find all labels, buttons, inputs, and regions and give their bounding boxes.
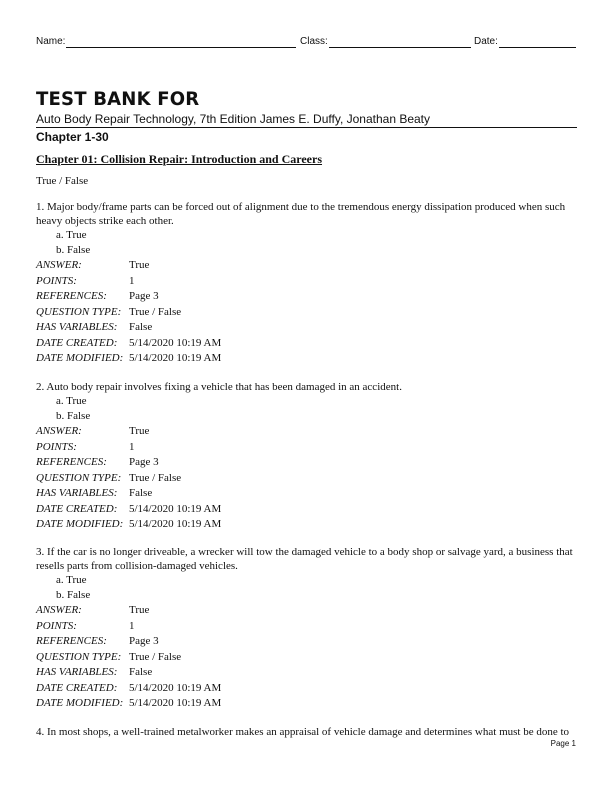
section-title: Chapter 01: Collision Repair: Introduction and Careers	[36, 152, 323, 166]
meta-row	[36, 696, 576, 712]
class-label: Class:	[300, 36, 328, 47]
option-a: a. True	[56, 395, 87, 407]
meta-key: DATE CREATED:	[36, 502, 118, 515]
question-text: 4. In most shops, a well-trained metalworker makes an appraisal of vehicle damage and determines what must be done to	[36, 726, 570, 738]
meta-row	[36, 486, 576, 502]
meta-key: ANSWER:	[36, 259, 82, 271]
option-a: a. True	[56, 574, 87, 586]
option-b: b. False	[56, 410, 91, 422]
meta-key: QUESTION TYPE:	[36, 650, 122, 663]
meta-key: ANSWER:	[36, 604, 82, 616]
meta-key: HAS VARIABLES:	[36, 487, 118, 499]
meta-row	[36, 455, 576, 471]
document-title: TEST BANK FOR	[36, 88, 200, 110]
meta-row	[36, 258, 576, 274]
class-field[interactable]	[329, 47, 471, 48]
meta-key: REFERENCES:	[36, 635, 107, 647]
option-b: b. False	[56, 244, 91, 256]
meta-row	[36, 440, 576, 456]
meta-row	[36, 274, 576, 290]
page-number: Page 1	[550, 739, 576, 748]
meta-key: POINTS:	[36, 440, 77, 453]
meta-value: True	[129, 604, 150, 616]
meta-value: False	[129, 487, 153, 499]
meta-value: False	[129, 666, 153, 678]
question-text: 3. If the car is no longer driveable, a wrecker will tow the damaged vehicle to a body shop or salvage yard, a business that resells parts from collision-damaged vehicles.	[36, 546, 573, 572]
meta-value: 5/14/2020 10:19 AM	[129, 681, 222, 694]
meta-key: QUESTION TYPE:	[36, 471, 122, 484]
meta-row	[36, 665, 576, 681]
question-3	[36, 545, 576, 712]
question-text: 1. Major body/frame parts can be forced out of alignment due to the tremendous energy dissipation produced when such heavy objects strike each other.	[36, 201, 566, 227]
question-2	[36, 380, 576, 533]
option-b: b. False	[56, 589, 91, 601]
meta-key: REFERENCES:	[36, 456, 107, 468]
meta-key: POINTS:	[36, 619, 77, 632]
name-label: Name:	[36, 36, 66, 47]
meta-value: 1	[129, 440, 135, 453]
date-field[interactable]	[499, 47, 576, 48]
meta-value: 5/14/2020 10:19 AM	[129, 502, 222, 515]
meta-value: True / False	[129, 650, 182, 663]
meta-value: False	[129, 321, 153, 333]
meta-value: True	[129, 259, 150, 271]
meta-value: 5/14/2020 10:19 AM	[129, 697, 222, 709]
meta-row	[36, 603, 576, 619]
meta-row	[36, 336, 576, 352]
question-text: 2. Auto body repair involves fixing a vehicle that has been damaged in an accident.	[36, 381, 402, 393]
option-a: a. True	[56, 229, 87, 241]
meta-value: True / False	[129, 471, 182, 484]
meta-key: DATE CREATED:	[36, 681, 118, 694]
meta-row	[36, 681, 576, 697]
meta-row	[36, 351, 576, 367]
meta-row	[36, 619, 576, 635]
meta-key: HAS VARIABLES:	[36, 321, 118, 333]
meta-value: Page 3	[129, 456, 159, 468]
meta-value: 1	[129, 274, 135, 287]
book-subtitle: Auto Body Repair Technology, 7th Edition James E. Duffy, Jonathan Beaty	[36, 112, 431, 126]
meta-row	[36, 517, 576, 533]
date-label: Date:	[474, 36, 498, 47]
meta-row	[36, 502, 576, 518]
meta-value: 5/14/2020 10:19 AM	[129, 518, 222, 530]
meta-row	[36, 471, 576, 487]
question-1	[36, 200, 576, 367]
meta-row	[36, 634, 576, 650]
meta-key: DATE MODIFIED:	[36, 518, 124, 530]
meta-key: POINTS:	[36, 274, 77, 287]
meta-value: 5/14/2020 10:19 AM	[129, 352, 222, 364]
meta-row	[36, 320, 576, 336]
meta-row	[36, 650, 576, 666]
meta-value: 5/14/2020 10:19 AM	[129, 336, 222, 349]
meta-key: DATE CREATED:	[36, 336, 118, 349]
meta-key: DATE MODIFIED:	[36, 697, 124, 709]
meta-key: REFERENCES:	[36, 290, 107, 302]
meta-key: ANSWER:	[36, 425, 82, 437]
meta-value: Page 3	[129, 290, 159, 302]
chapter-range: Chapter 1-30	[36, 130, 109, 144]
meta-key: QUESTION TYPE:	[36, 305, 122, 318]
meta-value: 1	[129, 619, 135, 632]
meta-key: DATE MODIFIED:	[36, 352, 124, 364]
meta-row	[36, 289, 576, 305]
meta-key: HAS VARIABLES:	[36, 666, 118, 678]
meta-row	[36, 305, 576, 321]
meta-value: Page 3	[129, 635, 159, 647]
title-divider	[36, 127, 577, 128]
name-field[interactable]	[66, 47, 296, 48]
meta-value: True / False	[129, 305, 182, 318]
question-type-heading: True / False	[36, 175, 89, 187]
meta-value: True	[129, 425, 150, 437]
meta-row	[36, 424, 576, 440]
question-4	[36, 725, 576, 739]
